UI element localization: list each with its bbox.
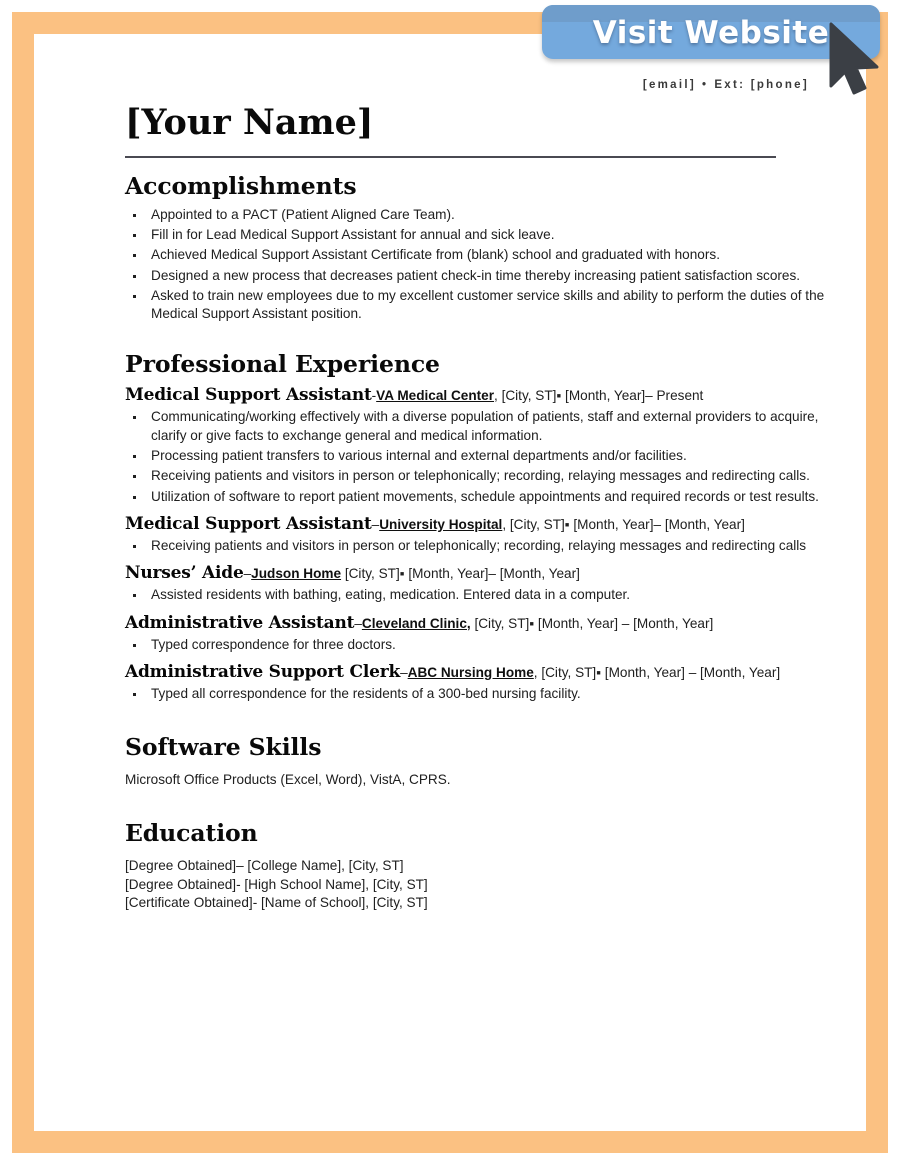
education-list [125,857,825,913]
contact-email: [email] [642,79,696,91]
job-heading [125,515,825,534]
list-item: Typed all correspondence for the residents of a 300-bed nursing facility. [125,685,825,703]
software-skills-text: Microsoft Office Products (Excel, Word), VistA, CPRS. [125,771,451,787]
job-employer: ABC Nursing Home [407,664,534,680]
job-heading [125,564,825,583]
job-meta: , [City, ST]▪ [Month, Year]– Present [494,388,704,404]
job-dash: – [243,566,252,582]
job-title: Medical Support Assistant [125,385,372,406]
job-title: Administrative Assistant [125,612,355,633]
experience-entry [125,515,825,555]
experience-entry [125,386,825,505]
list-item: Fill in for Lead Medical Support Assistant for annual and sick leave. [125,226,825,244]
list-item: Achieved Medical Support Assistant Certificate from (blank) school and graduated with honors. [125,246,825,264]
job-duties-list [125,636,825,654]
job-dash: – [354,615,362,631]
section-software-skills [125,735,825,789]
accomplishments-list [125,206,825,324]
job-heading [125,386,825,405]
job-title: Medical Support Assistant [125,513,372,534]
visit-website-button[interactable] [542,5,880,59]
job-meta: [City, ST]▪ [Month, Year]– [Month, Year] [341,566,580,582]
job-title: Administrative Support Clerk [125,661,401,682]
list-item: Asked to train new employees due to my excellent customer service skills and ability to perform the duties of the Medical Support Assistant position. [125,287,825,324]
job-employer: Cleveland Clinic, [361,615,471,631]
contact-phone: Ext: [phone] [714,79,809,91]
section-heading-education: Education [125,819,258,848]
resume-document [34,34,866,1131]
job-title: Nurses’ Aide [125,563,244,584]
job-meta: , [City, ST]▪ [Month, Year] – [Month, Year] [533,664,781,680]
list-item: Receiving patients and visitors in person or telephonically; recording, relaying messages and redirecting calls [125,537,825,555]
list-item: Assisted residents with bathing, eating, medication. Entered data in a computer. [125,586,825,604]
education-line: [Degree Obtained]– [College Name], [City, ST] [125,858,404,874]
experience-entry [125,614,825,654]
job-duties-list [125,685,825,703]
experience-entry [125,663,825,703]
job-duties-list [125,537,825,555]
job-meta: [City, ST]▪ [Month, Year] – [Month, Year] [470,615,714,631]
section-accomplishments [125,174,825,324]
title-divider [125,156,776,158]
page-title: [Your Name] [125,102,374,143]
list-item: Communicating/working effectively with a diverse population of patients, staff and external providers to acquire, clarify or give facts to exchange general and medical information. [125,408,825,445]
visit-website-label: Visit Website [592,15,830,51]
education-line: [Certificate Obtained]- [Name of School], [City, ST] [125,895,428,911]
contact-separator: • [701,79,709,91]
job-heading [125,614,825,633]
job-dash: – [400,664,408,680]
job-dash: - [371,388,377,404]
list-item: Utilization of software to report patient movements, schedule appointments and required records or test results. [125,488,825,506]
job-meta: , [City, ST]▪ [Month, Year]– [Month, Year] [502,516,745,532]
resume-sections [125,174,825,913]
job-employer: VA Medical Center [376,388,495,404]
job-employer: Judson Home [251,566,342,582]
section-heading-experience: Professional Experience [125,349,440,378]
job-duties-list [125,408,825,505]
list-item: Receiving patients and visitors in person or telephonically; recording, relaying messages and redirecting calls. [125,467,825,485]
list-item: Typed correspondence for three doctors. [125,636,825,654]
list-item: Appointed to a PACT (Patient Aligned Care Team). [125,206,825,224]
job-employer: University Hospital [379,516,503,532]
job-dash: – [371,516,380,532]
section-education [125,821,825,912]
contact-line [643,79,809,91]
section-professional-experience [125,349,825,704]
section-heading-software: Software Skills [125,733,322,762]
list-item: Processing patient transfers to various internal and external departments and/or facilities. [125,447,825,465]
job-duties-list [125,586,825,604]
job-heading [125,663,825,682]
section-heading-accomplishments: Accomplishments [125,172,357,200]
experience-entry [125,564,825,604]
education-line: [Degree Obtained]- [High School Name], [City, ST] [125,876,428,892]
list-item: Designed a new process that decreases patient check-in time thereby increasing patient satisfaction scores. [125,267,825,285]
